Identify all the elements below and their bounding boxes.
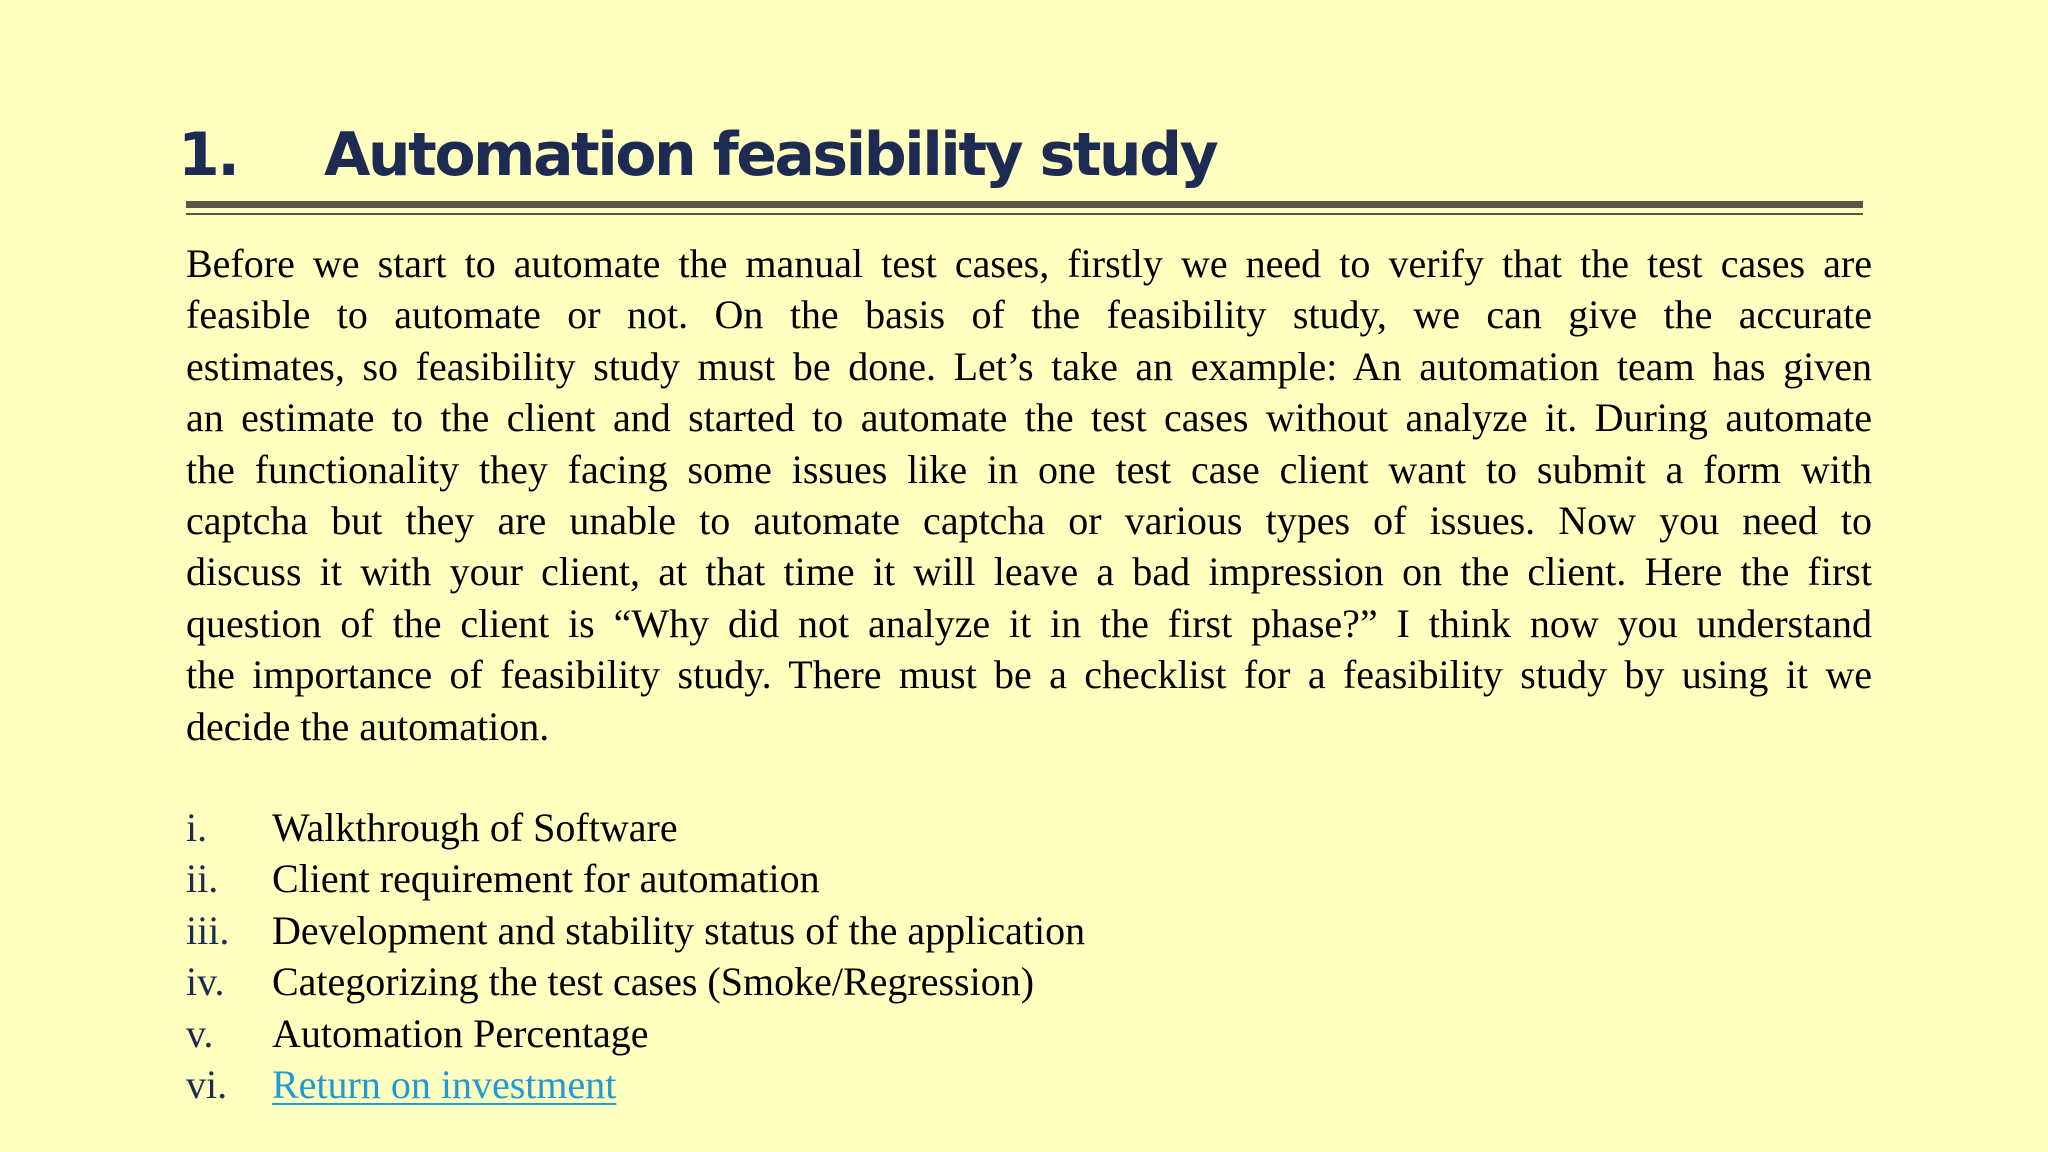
paragraph-line: question of the client is “Why did not analyze it in the first phase?” I think now you understand [186, 600, 1872, 646]
list-item-text: Development and stability status of the application [272, 907, 1086, 953]
section-heading [178, 110, 1216, 200]
paragraph-line: discuss it with your client, at that time it will leave a bad impression on the client. Here the first [186, 549, 1872, 595]
list-item [186, 905, 1085, 956]
list-item-text: Categorizing the test cases (Smoke/Regression) [272, 959, 1035, 1005]
list-item-number: v. [186, 1010, 214, 1056]
checklist [186, 802, 1085, 1110]
heading-rule-thick [186, 201, 1863, 208]
paragraph-line: the functionality they facing some issues like in one test case client want to submit a form with [186, 446, 1872, 492]
paragraph-line: estimates, so feasibility study must be done. Let’s take an example: An automation team has given [186, 343, 1872, 389]
paragraph-line: an estimate to the client and started to automate the test cases without analyze it. During automate [186, 395, 1872, 441]
paragraph-line: the importance of feasibility study. There must be a checklist for a feasibility study by using it we [186, 652, 1872, 698]
list-item-text: Walkthrough of Software [272, 805, 678, 850]
paragraph-line: decide the automation. [186, 703, 550, 749]
heading-rule-thin [186, 213, 1863, 215]
list-item [186, 802, 1085, 853]
paragraph-line: captcha but they are unable to automate captcha or various types of issues. Now you need to [186, 498, 1872, 544]
list-item [186, 1059, 1085, 1110]
list-item-number: iv. [186, 959, 225, 1005]
list-item-text: Automation Percentage [272, 1010, 649, 1056]
list-item [186, 853, 1085, 904]
paragraph-line: Before we start to automate the manual test cases, firstly we need to verify that the test cases are [186, 241, 1872, 286]
body-paragraph [186, 238, 1872, 752]
paragraph-line: feasible to automate or not. On the basis of the feasibility study, we can give the accurate [186, 292, 1872, 338]
list-item [186, 1008, 1085, 1059]
list-item-number: i. [186, 805, 208, 850]
heading-number: 1. [178, 120, 238, 190]
return-on-investment-link[interactable]: Return on investment [272, 1062, 617, 1108]
list-item-number: iii. [186, 907, 230, 953]
list-item-text: Client requirement for automation [272, 856, 820, 902]
heading-title: Automation feasibility study [324, 120, 1217, 190]
list-item-number: ii. [186, 856, 219, 902]
list-item-number: vi. [186, 1062, 228, 1108]
list-item [186, 956, 1085, 1007]
